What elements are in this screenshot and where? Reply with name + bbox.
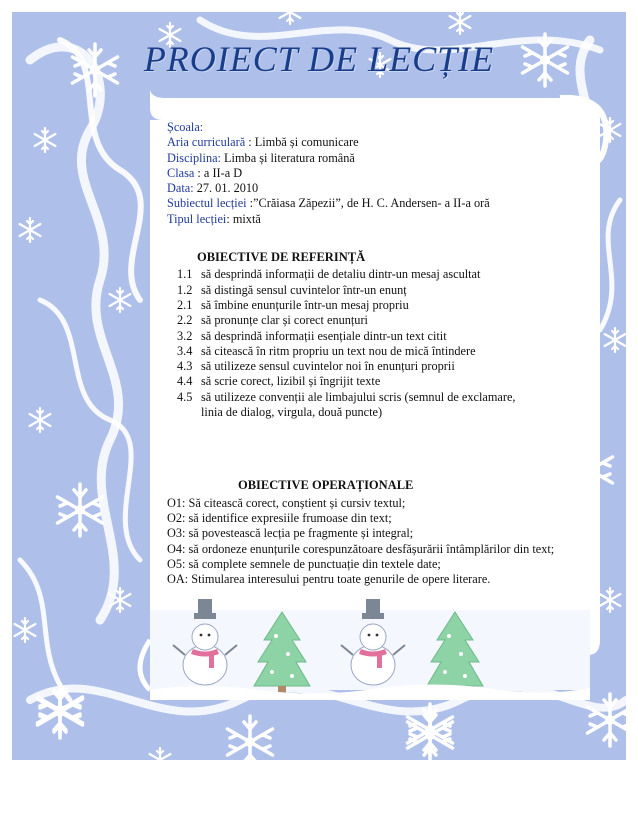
list-item: O4: să ordoneze enunțurile corespunzătoare desfășurării întâmplărilor din text; (167, 541, 555, 556)
meta-row-subiect: Subiectul lecției :”Crăiasa Zăpezii”, de H. C. Andersen- a II-a oră (167, 196, 490, 211)
list-item: 3.4 să citească în ritm propriu un text nou de mică întindere (177, 343, 476, 358)
list-item: O3: să povestească lecția pe fragmente și integral; (167, 526, 414, 541)
operationale-list (167, 496, 587, 588)
referinta-list (167, 267, 587, 420)
meta-row-data: Data: 27. 01. 2010 (167, 181, 259, 196)
meta-row-scoala: Școala: (167, 120, 204, 134)
list-item: OA: Stimularea interesului pentru toate genurile de opere literare. (167, 572, 491, 587)
list-item: 2.1 să îmbine enunțurile într-un mesaj propriu (177, 297, 409, 312)
meta-row-tip: Tipul lecției: mixtă (167, 211, 261, 226)
list-item: 4.5 să utilizeze convenții ale limbajului scris (semnul de exclamare, (177, 389, 516, 404)
meta-row-disciplina: Disciplina: Limba și literatura română (167, 150, 355, 165)
meta-row-clasa: Clasa : a II-a D (167, 165, 243, 180)
referinta-heading: OBIECTIVE DE REFERINȚĂ (197, 250, 366, 265)
operationale-heading: OBIECTIVE OPERAȚIONALE (238, 478, 414, 493)
list-item: 3.2 să desprindă informații esențiale dintr-un text citit (177, 328, 447, 343)
list-item: 2.2 să pronunțe clar și corect enunțuri (177, 313, 368, 328)
meta-block (167, 120, 587, 227)
lesson-content (167, 120, 587, 587)
snowmen-trees-scene (150, 599, 590, 700)
list-item: O5: să complete semnele de punctuație din textele date; (167, 556, 441, 571)
list-item: 1.1 să desprindă informații de detaliu dintr-un mesaj ascultat (177, 267, 481, 282)
list-item: O2: să identifice expresiile frumoase din text; (167, 510, 392, 525)
list-item-continuation: linia de dialog, virgula, două puncte) (201, 405, 383, 420)
list-item: 4.4 să scrie corect, lizibil și îngrijit texte (177, 374, 381, 389)
meta-row-aria: Aria curriculară : Limbă și comunicare (167, 135, 359, 150)
list-item: 4.3 să utilizeze sensul cuvintelor noi în enunțuri proprii (177, 359, 455, 374)
list-item: 1.2 să distingă sensul cuvintelor într-un enunț (177, 282, 407, 297)
page-title: PROIECT DE LECȚIE (143, 39, 495, 79)
list-item: O1: Să citească corect, conștient și cursiv textul; (167, 495, 406, 510)
